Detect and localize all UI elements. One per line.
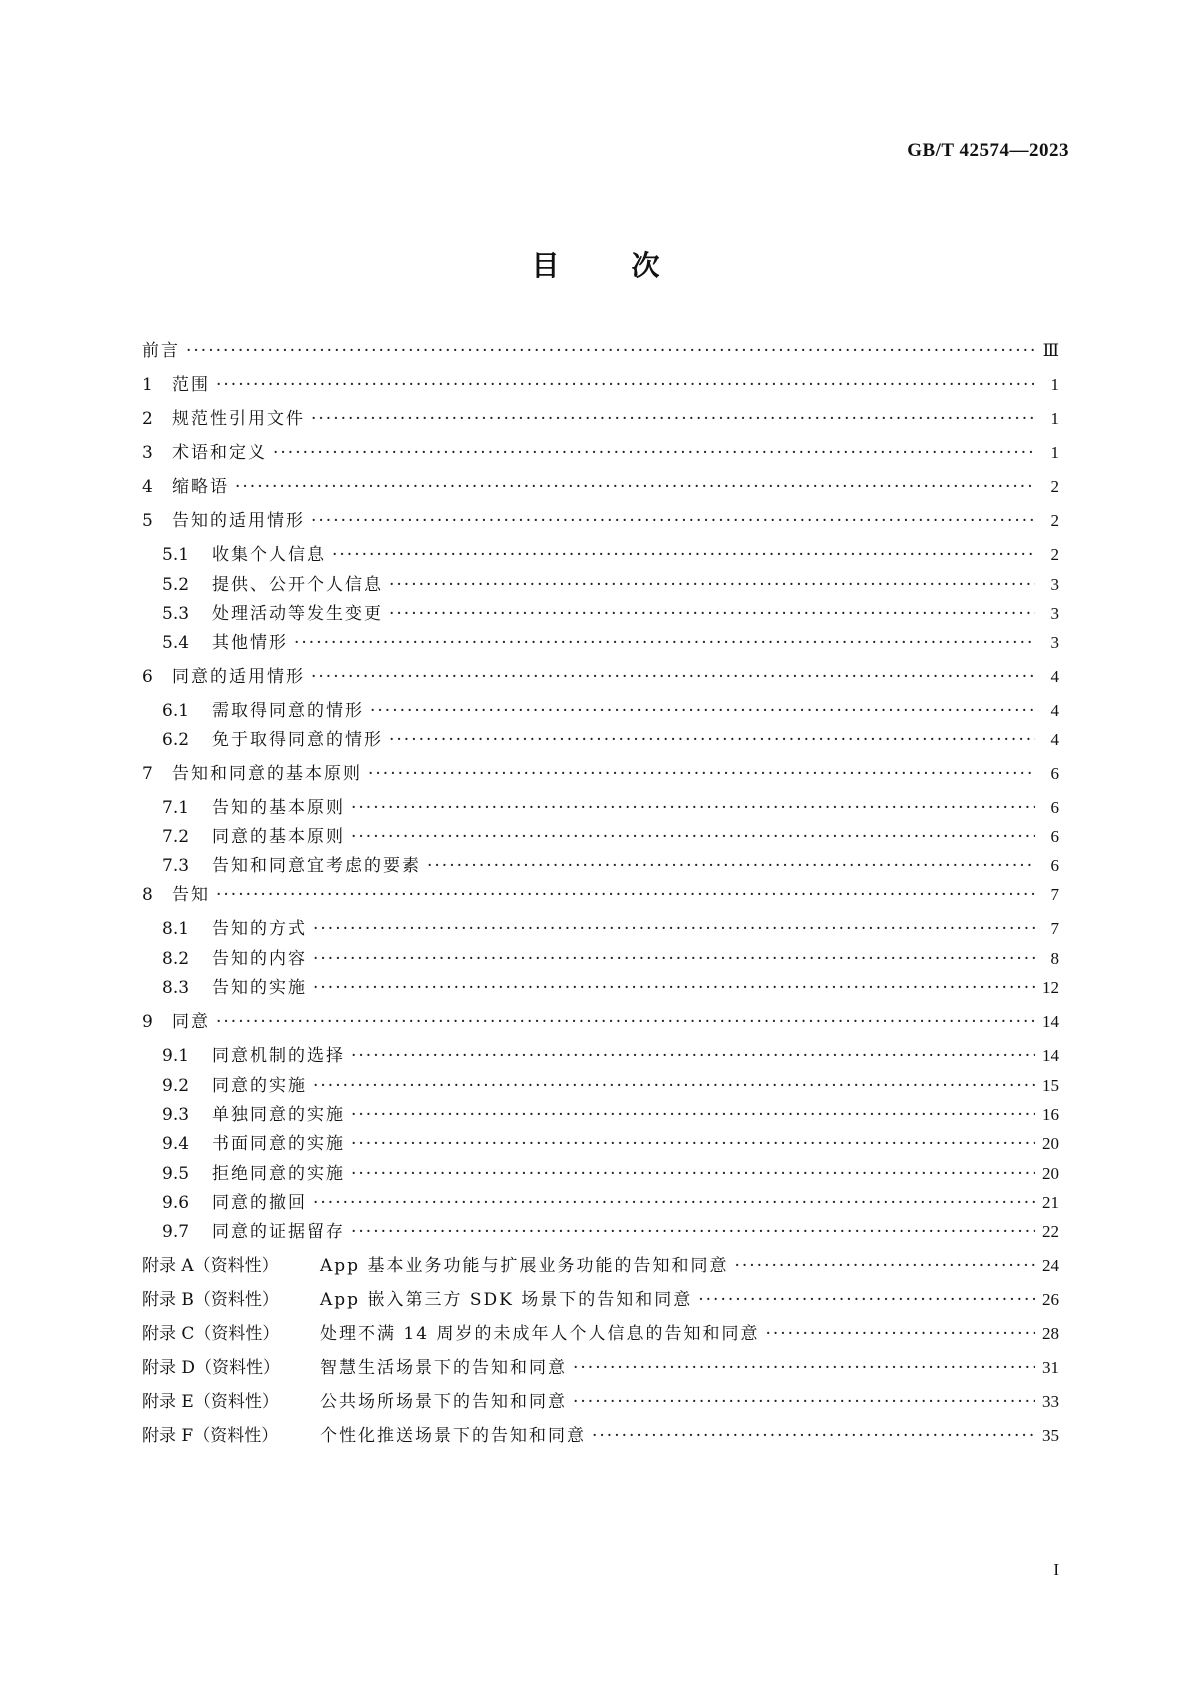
toc-entry-number: 2 xyxy=(142,409,153,429)
toc-entry[interactable] xyxy=(142,442,1059,464)
toc-entry-label: 范围 xyxy=(172,375,210,395)
toc-leader-dots xyxy=(216,374,1035,396)
toc-entry-label: 收集个人信息 xyxy=(212,545,326,565)
toc-leader-dots xyxy=(698,1289,1035,1311)
toc-entry-page: 7 xyxy=(1050,919,1059,938)
toc-entry[interactable] xyxy=(142,1221,1059,1243)
toc-leader-dots xyxy=(311,408,1035,430)
toc-entry-label: 单独同意的实施 xyxy=(212,1105,345,1125)
toc-leader-dots xyxy=(235,476,1035,498)
toc-entry[interactable] xyxy=(142,374,1059,396)
toc-leader-dots xyxy=(351,1163,1035,1185)
toc-entry-page: 8 xyxy=(1050,949,1059,968)
toc-entry-label: 免于取得同意的情形 xyxy=(212,730,383,750)
toc-leader-dots xyxy=(313,918,1035,940)
toc-entry[interactable] xyxy=(142,544,1059,566)
toc-leader-dots xyxy=(592,1425,1035,1447)
toc-entry-label: App 基本业务功能与扩展业务功能的告知和同意 xyxy=(320,1256,729,1276)
toc-leader-dots xyxy=(351,1104,1035,1126)
toc-entry-page: 21 xyxy=(1042,1193,1059,1212)
toc-entry-number: 8.2 xyxy=(162,949,190,969)
toc-entry-number: 9.4 xyxy=(162,1134,190,1154)
toc-entry-number: 6 xyxy=(142,667,153,687)
toc-entry-number: 6.2 xyxy=(162,730,190,750)
toc-entry-label: 个性化推送场景下的告知和同意 xyxy=(320,1426,586,1446)
toc-entry-number: 7.1 xyxy=(162,798,190,818)
toc-entry-page: 3 xyxy=(1050,575,1059,594)
toc-entry[interactable] xyxy=(142,763,1059,785)
toc-entry-label: 告知的方式 xyxy=(212,919,307,939)
toc-entry-page: 20 xyxy=(1042,1134,1059,1153)
toc-entry-number: 附录 D（资料性） xyxy=(142,1358,281,1378)
toc-entry-page: 4 xyxy=(1050,667,1059,686)
toc-entry-label: 同意的适用情形 xyxy=(172,667,305,687)
toc-entry-page: 14 xyxy=(1042,1046,1059,1065)
toc-entry-number: 5.1 xyxy=(162,545,190,565)
toc-entry[interactable] xyxy=(142,855,1059,877)
toc-entry[interactable] xyxy=(142,476,1059,498)
toc-entry[interactable] xyxy=(142,1011,1059,1033)
toc-entry-number: 5.3 xyxy=(162,604,190,624)
toc-entry-number: 9.3 xyxy=(162,1105,190,1125)
toc-entry-page: 35 xyxy=(1042,1426,1059,1445)
toc-entry-number: 3 xyxy=(142,443,153,463)
toc-entry-page: 12 xyxy=(1042,978,1059,997)
toc-entry-label: 拒绝同意的实施 xyxy=(212,1164,345,1184)
toc-entry[interactable] xyxy=(142,729,1059,751)
toc-entry-page: 7 xyxy=(1050,885,1059,904)
toc-entry[interactable] xyxy=(142,1357,1059,1379)
toc-leader-dots xyxy=(765,1323,1035,1345)
toc-entry[interactable] xyxy=(142,603,1059,625)
toc-entry-page: 16 xyxy=(1042,1105,1059,1124)
toc-entry[interactable] xyxy=(142,977,1059,999)
toc-entry-label: 同意的实施 xyxy=(212,1076,307,1096)
toc-leader-dots xyxy=(313,948,1035,970)
toc-entry-label: 书面同意的实施 xyxy=(212,1134,345,1154)
toc-entry-label: 公共场所场景下的告知和同意 xyxy=(320,1392,567,1412)
toc-entry[interactable] xyxy=(142,574,1059,596)
toc-leader-dots xyxy=(351,1221,1035,1243)
toc-entry-number: 9.7 xyxy=(162,1222,190,1242)
toc-entry-label: 提供、公开个人信息 xyxy=(212,575,383,595)
toc-leader-dots xyxy=(370,700,1035,722)
toc-entry[interactable] xyxy=(142,1045,1059,1067)
toc-entry[interactable] xyxy=(142,884,1059,906)
toc-entry-label: 同意的撤回 xyxy=(212,1193,307,1213)
toc-entry-page: 24 xyxy=(1042,1256,1059,1275)
toc-leader-dots xyxy=(216,884,1035,906)
toc-entry-page: 2 xyxy=(1050,477,1059,496)
toc-entry-number: 附录 F（资料性） xyxy=(142,1426,279,1446)
toc-entry-page: 3 xyxy=(1050,633,1059,652)
toc-leader-dots xyxy=(427,855,1035,877)
toc-entry-number: 9.6 xyxy=(162,1193,190,1213)
toc-entry-page: 31 xyxy=(1042,1358,1059,1377)
toc-entry-number: 附录 A（资料性） xyxy=(142,1256,279,1276)
toc-leader-dots xyxy=(311,666,1035,688)
toc-entry-page: 6 xyxy=(1050,764,1059,783)
toc-entry-page: Ⅲ xyxy=(1042,341,1059,360)
toc-leader-dots xyxy=(389,729,1035,751)
toc-entry-number: 5.4 xyxy=(162,633,190,653)
toc-entry-page: 6 xyxy=(1050,827,1059,846)
toc-entry-number: 8 xyxy=(142,885,153,905)
title-char-1: 目 xyxy=(531,249,560,282)
toc-leader-dots xyxy=(368,763,1035,785)
toc-entry[interactable] xyxy=(142,797,1059,819)
toc-leader-dots xyxy=(186,340,1035,362)
toc-entry-number: 7 xyxy=(142,764,153,784)
toc-entry-label: 前言 xyxy=(142,341,180,361)
toc-entry-page: 26 xyxy=(1042,1290,1059,1309)
toc-entry-page: 15 xyxy=(1042,1076,1059,1095)
toc-entry[interactable] xyxy=(142,632,1059,654)
toc-entry-page: 6 xyxy=(1050,856,1059,875)
toc-entry-label: 处理活动等发生变更 xyxy=(212,604,383,624)
toc-entry[interactable] xyxy=(142,918,1059,940)
toc-entry-page: 14 xyxy=(1042,1012,1059,1031)
toc-entry-page: 2 xyxy=(1050,545,1059,564)
toc-entry[interactable] xyxy=(142,408,1059,430)
toc-entry-number: 9.1 xyxy=(162,1046,190,1066)
toc-leader-dots xyxy=(313,1075,1035,1097)
toc-entry-number: 1 xyxy=(142,375,153,395)
toc-entry[interactable] xyxy=(142,1104,1059,1126)
toc-entry[interactable] xyxy=(142,826,1059,848)
toc-entry[interactable] xyxy=(142,340,1059,362)
toc-entry[interactable] xyxy=(142,1323,1059,1345)
toc-entry-number: 9.5 xyxy=(162,1164,190,1184)
toc-entry-page: 1 xyxy=(1050,409,1059,428)
toc-entry[interactable] xyxy=(142,1192,1059,1214)
toc-leader-dots xyxy=(216,1011,1035,1033)
toc-entry-number: 8.1 xyxy=(162,919,190,939)
toc-entry-page: 1 xyxy=(1050,443,1059,462)
toc-entry-label: 其他情形 xyxy=(212,633,288,653)
toc-entry-label: 同意的证据留存 xyxy=(212,1222,345,1242)
toc-leader-dots xyxy=(389,603,1035,625)
toc-entry-number: 4 xyxy=(142,477,153,497)
toc-leader-dots xyxy=(313,977,1035,999)
toc-entry-number: 8.3 xyxy=(162,978,190,998)
toc-entry[interactable] xyxy=(142,1289,1059,1311)
toc-leader-dots xyxy=(311,510,1035,532)
toc-entry-number: 5 xyxy=(142,511,153,531)
toc-entry-number: 7.3 xyxy=(162,856,190,876)
toc-entry-label: 告知 xyxy=(172,885,210,905)
toc-leader-dots xyxy=(351,1045,1035,1067)
toc-leader-dots xyxy=(351,797,1035,819)
toc-entry-number: 9.2 xyxy=(162,1076,190,1096)
toc-leader-dots xyxy=(351,826,1035,848)
toc-entry[interactable] xyxy=(142,1391,1059,1413)
toc-entry[interactable] xyxy=(142,948,1059,970)
toc-leader-dots xyxy=(313,1192,1035,1214)
title-char-2: 次 xyxy=(631,249,660,282)
toc-entry[interactable] xyxy=(142,1425,1059,1447)
toc-leader-dots xyxy=(573,1391,1035,1413)
toc-entry-label: 缩略语 xyxy=(172,477,229,497)
toc-entry-number: 7.2 xyxy=(162,827,190,847)
toc-entry-page: 3 xyxy=(1050,604,1059,623)
toc-entry[interactable] xyxy=(142,510,1059,532)
toc-entry-page: 33 xyxy=(1042,1392,1059,1411)
toc-entry-label: 术语和定义 xyxy=(172,443,267,463)
toc-entry-label: 同意 xyxy=(172,1012,210,1032)
standard-code: GB/T 42574—2023 xyxy=(907,140,1069,161)
toc-entry[interactable] xyxy=(142,1255,1059,1277)
toc-leader-dots xyxy=(351,1133,1035,1155)
toc-entry-label: 告知的内容 xyxy=(212,949,307,969)
toc-entry-label: 告知和同意的基本原则 xyxy=(172,764,362,784)
toc-entry-label: 智慧生活场景下的告知和同意 xyxy=(320,1358,567,1378)
page-title xyxy=(0,244,1191,284)
toc-entry-page: 28 xyxy=(1042,1324,1059,1343)
toc-entry-page: 4 xyxy=(1050,701,1059,720)
toc-entry-label: 规范性引用文件 xyxy=(172,409,305,429)
toc-entry-number: 9 xyxy=(142,1012,153,1032)
toc-entry[interactable] xyxy=(142,666,1059,688)
toc-entry-label: 同意的基本原则 xyxy=(212,827,345,847)
toc-entry-label: App 嵌入第三方 SDK 场景下的告知和同意 xyxy=(320,1290,693,1310)
toc-leader-dots xyxy=(332,544,1035,566)
toc-entry-number: 附录 B（资料性） xyxy=(142,1290,279,1310)
toc-entry-page: 4 xyxy=(1050,730,1059,749)
toc-entry[interactable] xyxy=(142,1163,1059,1185)
toc-entry[interactable] xyxy=(142,700,1059,722)
toc-entry-page: 20 xyxy=(1042,1164,1059,1183)
toc-entry-number: 5.2 xyxy=(162,575,190,595)
toc-entry[interactable] xyxy=(142,1075,1059,1097)
toc-entry-page: 6 xyxy=(1050,798,1059,817)
toc-entry-number: 附录 C（资料性） xyxy=(142,1324,280,1344)
toc-leader-dots xyxy=(294,632,1035,654)
toc-leader-dots xyxy=(734,1255,1035,1277)
toc-entry-label: 需取得同意的情形 xyxy=(212,701,364,721)
toc-leader-dots xyxy=(389,574,1035,596)
toc-entry[interactable] xyxy=(142,1133,1059,1155)
toc-entry-page: 2 xyxy=(1050,511,1059,530)
toc-entry-number: 附录 E（资料性） xyxy=(142,1392,279,1412)
toc-entry-label: 同意机制的选择 xyxy=(212,1046,345,1066)
toc-entry-label: 告知的实施 xyxy=(212,978,307,998)
toc-entry-label: 告知的基本原则 xyxy=(212,798,345,818)
toc-entry-page: 22 xyxy=(1042,1222,1059,1241)
toc-leader-dots xyxy=(273,442,1035,464)
toc-entry-page: 1 xyxy=(1050,375,1059,394)
toc-leader-dots xyxy=(573,1357,1035,1379)
toc-entry-label: 处理不满 14 周岁的未成年人个人信息的告知和同意 xyxy=(320,1324,760,1344)
page-folio: I xyxy=(1053,1560,1059,1579)
toc-entry-number: 6.1 xyxy=(162,701,190,721)
toc-entry-label: 告知和同意宜考虑的要素 xyxy=(212,856,421,876)
toc-entry-label: 告知的适用情形 xyxy=(172,511,305,531)
